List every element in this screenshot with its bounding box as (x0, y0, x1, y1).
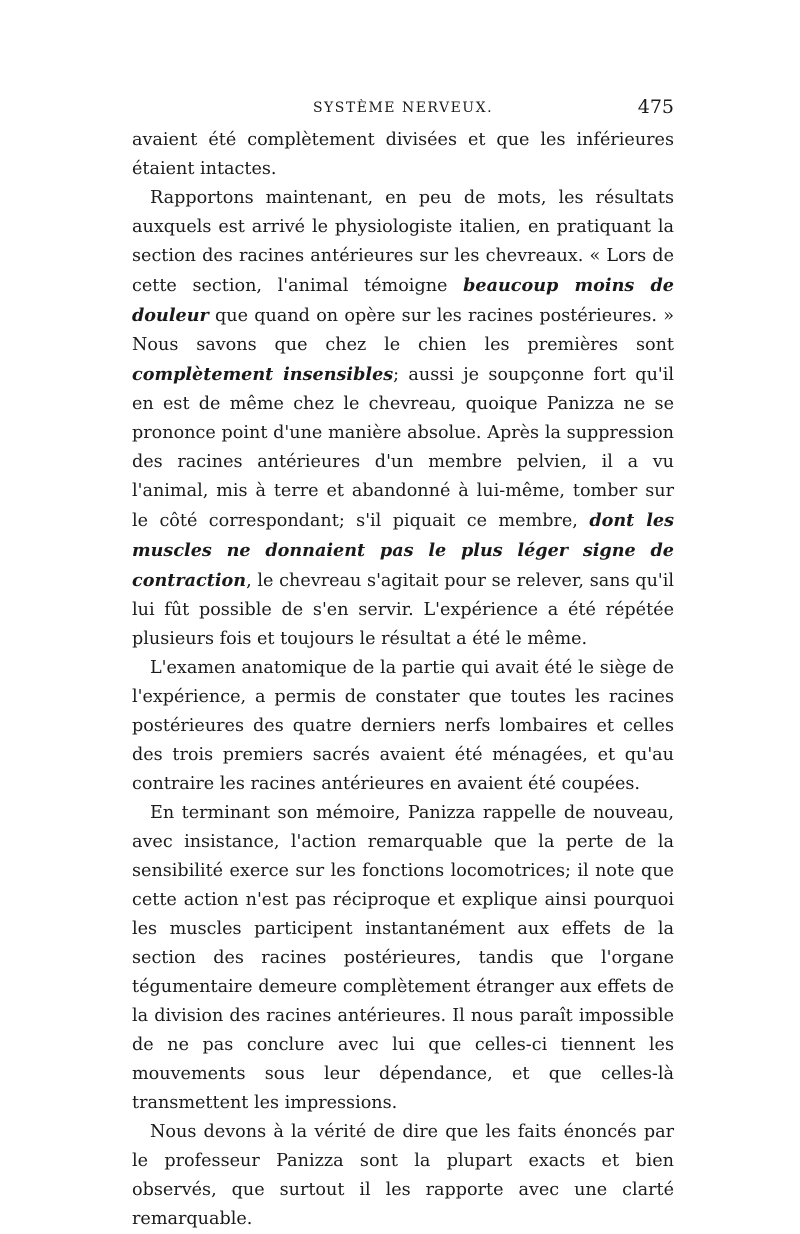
book-page (132, 96, 674, 1234)
running-title: SYSTÈME NERVEUX. (312, 100, 494, 116)
paragraph-2 (132, 184, 674, 654)
italic-emphasis: complètement insensibles (132, 364, 394, 385)
body-text (132, 126, 674, 1234)
text-segment: Nous devons à la vérité de dire que les faits énoncés par le professeur Panizza sont la plupart exacts et bien observés, que surtout il les rapporte avec une clarté remarquable. (132, 1122, 674, 1229)
paragraph-3 (132, 654, 674, 799)
text-segment: , le chevreau s'agitait pour se relever, sans qu'il lui fût possible de s'en servir. L'expérience a été répétée plusieurs fois et toujours le résultat a été le même. (132, 571, 674, 649)
text-segment: ; aussi je soupçonne fort qu'il en est de même chez le chevreau, quoique Panizza ne se prononce point d'une manière absolue. Après la suppression des racines antérieures d'un membre pelvien, il a vu l'animal, mis à terre et abandonné à lui-même, tomber sur le côté correspondant; s'il piquait ce membre, (132, 365, 674, 531)
paragraph-4 (132, 799, 674, 1118)
text-segment: Rapportons maintenant, en peu de mots, les résultats auxquels est arrivé le physiologiste italien, en pratiquant la section des racines antérieures sur les chevreaux. « Lors de cette section, l'animal témoigne (132, 188, 674, 296)
italic-emphasis: beaucoup moins de douleur (132, 275, 674, 326)
paragraph-1 (132, 126, 674, 184)
page-number: 475 (637, 96, 674, 118)
text-segment: que quand on opère sur les racines postérieures. » Nous savons que chez le chien les premières sont (132, 306, 674, 355)
text-segment: avaient été complètement divisées et que les inférieures étaient intactes. (132, 130, 674, 179)
text-segment: L'examen anatomique de la partie qui avait été le siège de l'expérience, a permis de constater que toutes les racines postérieures des quatre derniers nerfs lombaires et celles des trois premiers sacrés avaient été ménagées, et qu'au contraire les racines antérieures en avaient été coupées. (132, 658, 674, 794)
text-segment: En terminant son mémoire, Panizza rappelle de nouveau, avec insistance, l'action remarquable que la perte de la sensibilité exerce sur les fonctions locomotrices; il note que cette action n'est pas réciproque et explique ainsi pourquoi les muscles participent instantanément aux effets de la section des racines postérieures, tandis que l'organe tégumentaire demeure complètement étranger aux effets de la division des racines antérieures. Il nous paraît impossible de ne pas conclure avec lui que celles-ci tiennent les mouvements sous leur dépendance, et que celles-là transmettent les impressions. (132, 803, 674, 1113)
running-head (132, 96, 674, 122)
italic-emphasis: dont les muscles ne donnaient pas le plus léger signe de contraction (132, 510, 674, 591)
paragraph-5 (132, 1118, 674, 1234)
